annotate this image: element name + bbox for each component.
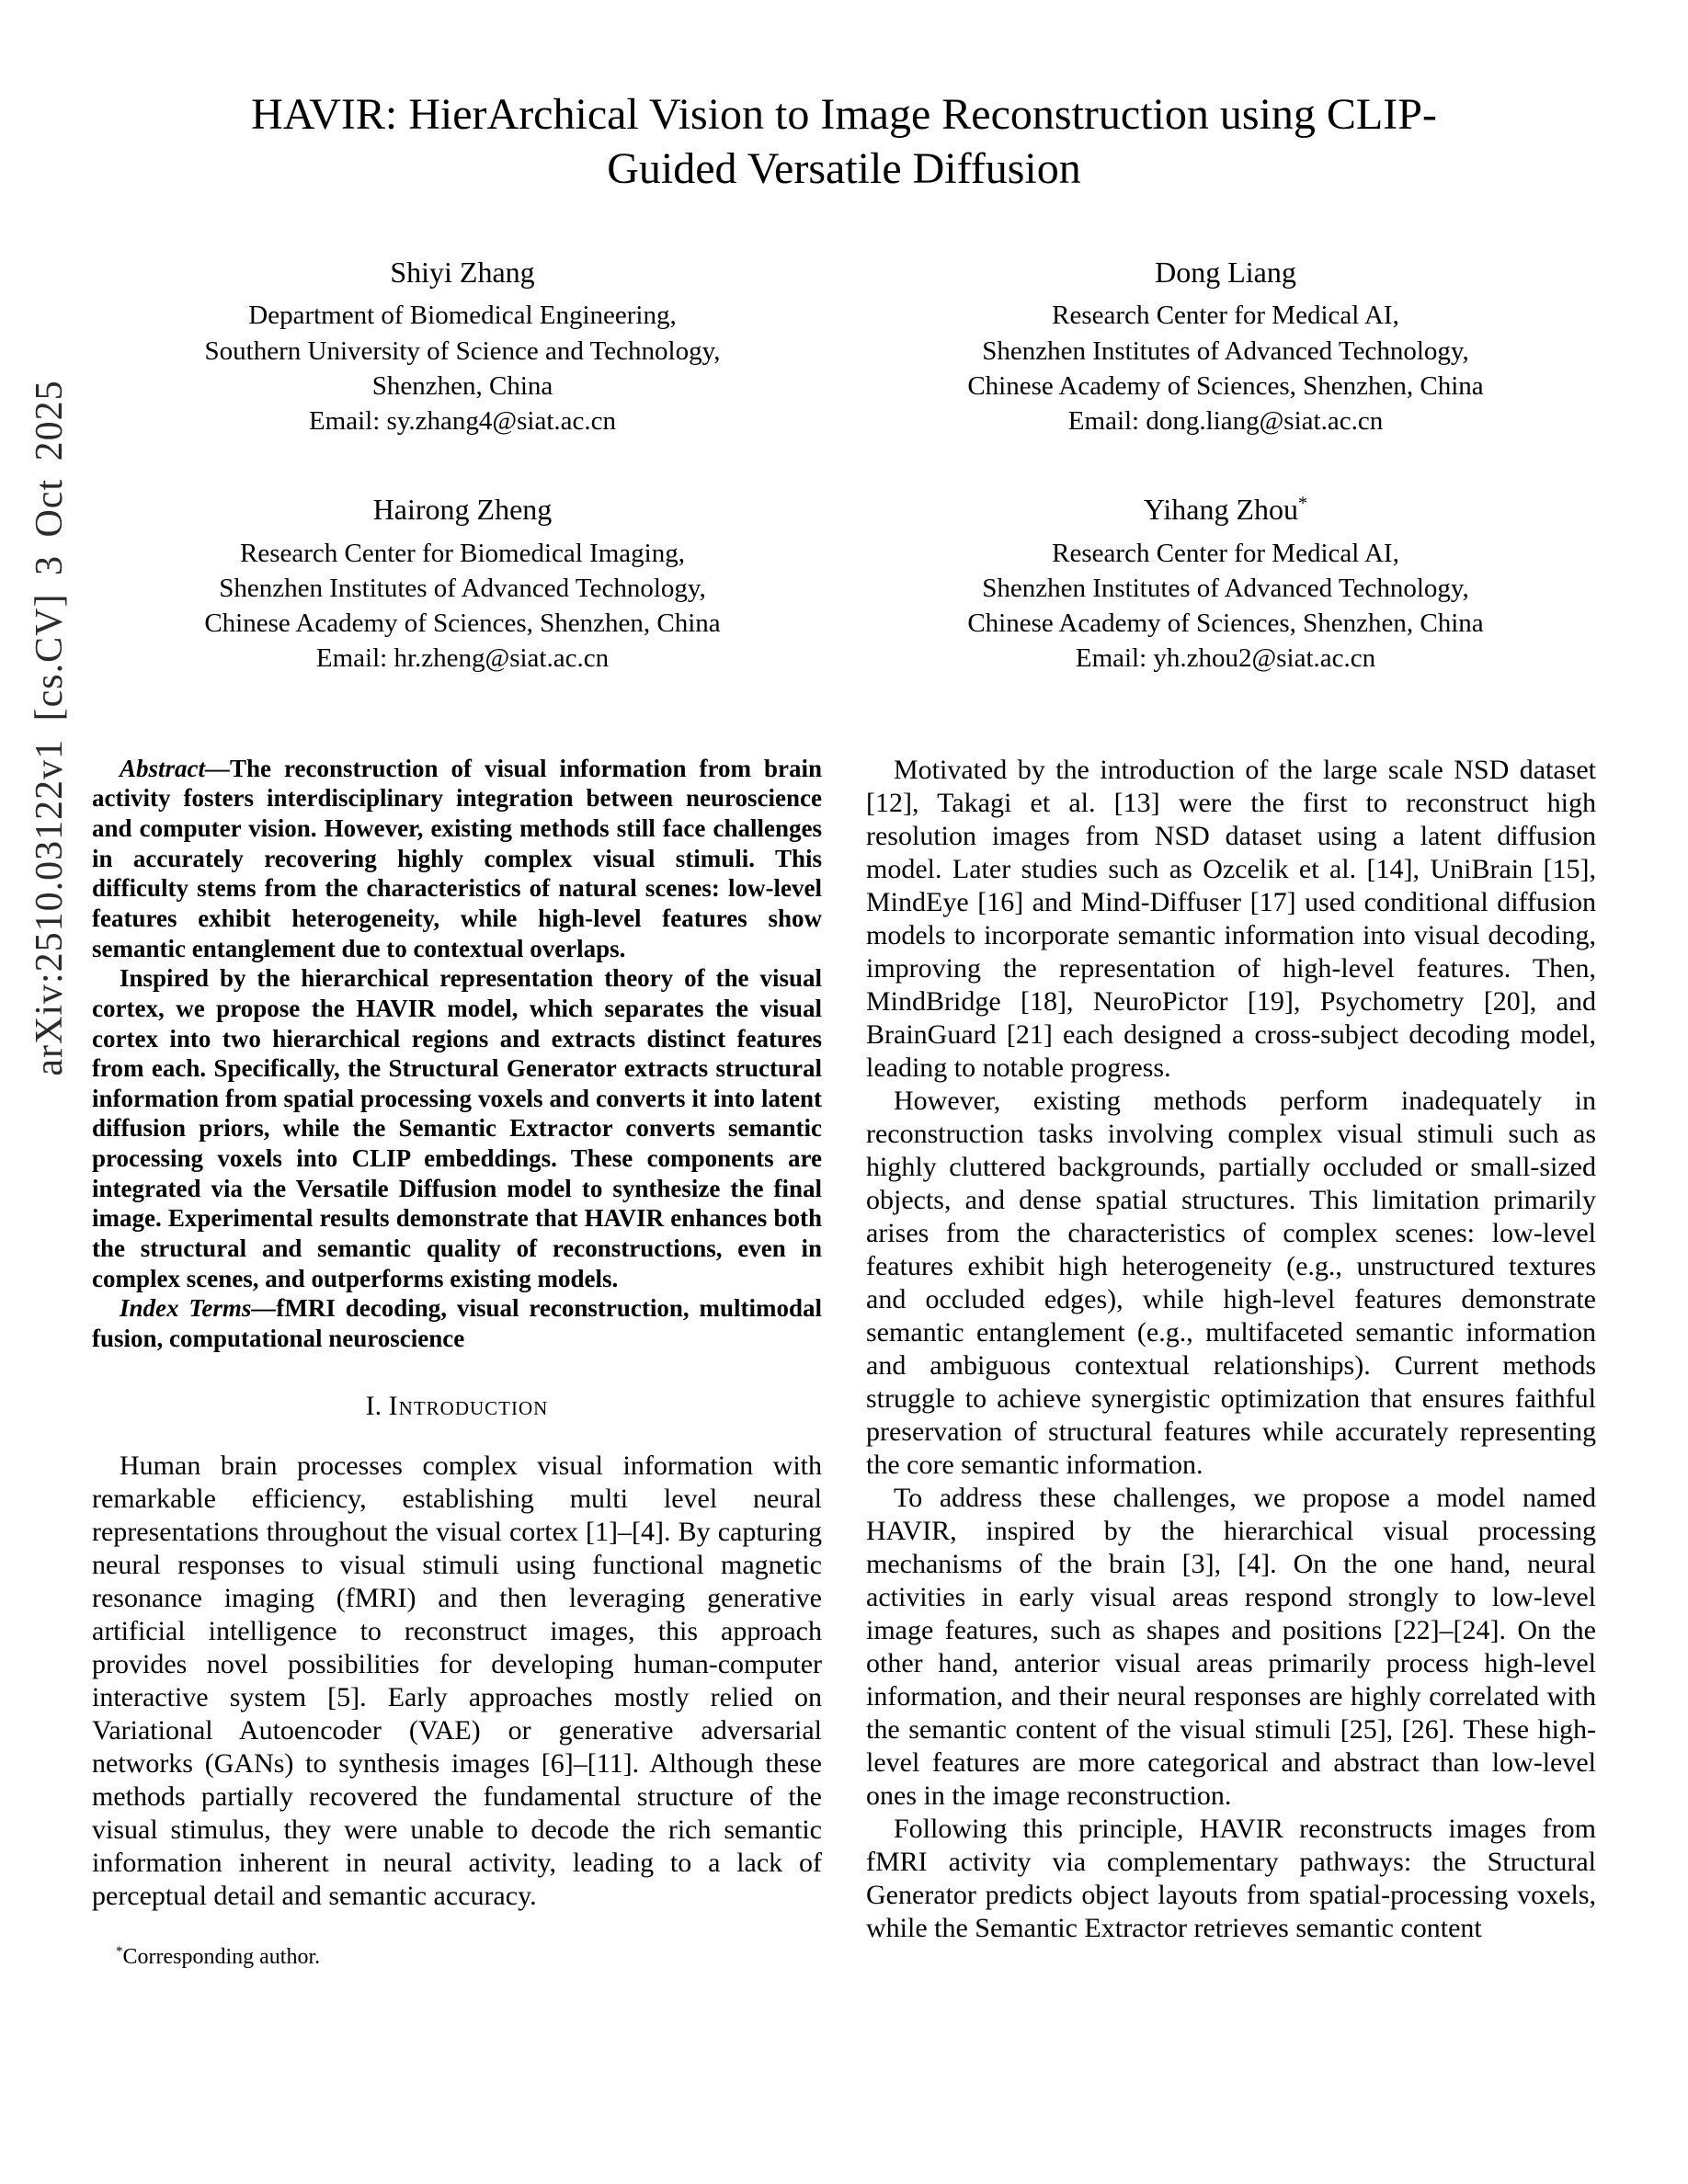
section-number: I. [365,1390,382,1421]
author-affiliation: Department of Biomedical Engineering, [248,301,677,331]
author-name [853,253,1598,292]
author-affiliation: Chinese Academy of Sciences, Shenzhen, China [967,370,1484,401]
author-email: Email: hr.zheng@siat.ac.cn [315,643,610,674]
abstract-paragraph: Inspired by the hierarchical representation theory of the visual cortex, we propose the HAVIR model, which separates the visual cortex into two hierarchical regions and extracts distinct features from each. Specifically, the Structural Generator extracts structural information from spatial processing voxels and converts it into latent diffusion priors, while the Semantic Extractor converts semantic processing voxels into CLIP embeddings. These components are integrated via the Versatile Diffusion model to synthesize the final image. Experimental results demonstrate that HAVIR enhances both the structural and semantic quality of reconstructions, even in complex scenes, and outperforms existing models. [92,964,822,1292]
body-paragraph: Following this principle, HAVIR reconstructs images from fMRI activity via complementary pathways: the Structural Generator predicts object layouts from spatial-processing voxels, while the Semantic Extractor retrieves semantic content [866,1813,1596,1943]
author-name [90,490,835,529]
left-column [92,754,822,1970]
author-name-text: Yihang Zhou [1144,493,1298,527]
abstract [92,754,822,1294]
author-email: Email: sy.zhang4@siat.ac.cn [308,406,617,437]
author-name [90,253,835,292]
abstract-paragraph [92,754,822,964]
body-paragraph: Motivated by the introduction of the large scale NSD dataset [12], Takagi et al. [13] were the first to reconstruct high resolution images from NSD dataset using a latent diffusion model. Later studies such as Ozcelik et al. [14], UniBrain [15], MindEye [16] and Mind-Diffuser [17] used conditional diffusion models to incorporate semantic information into visual decoding, improving the representation of high-level features. Then, MindBridge [18], NeuroPictor [19], Psychometry [20], and BrainGuard [21] each designed a cross-subject decoding model, leading to notable progress. [866,754,1596,1083]
author-name [853,490,1598,529]
author-name-text: Dong Liang [1155,256,1296,290]
author-affiliation: Research Center for Medical AI, [1052,301,1399,331]
section-title: Introduction [388,1390,549,1421]
author-affiliation: Chinese Academy of Sciences, Shenzhen, China [967,609,1484,639]
author-block [853,490,1598,676]
author-block [853,253,1598,438]
right-column [866,754,1596,1970]
section-heading-introduction [92,1391,822,1422]
abstract-label: Abstract— [120,754,231,782]
abstract-text: The reconstruction of visual information from brain activity fosters interdisciplinary integration between neuroscience and computer vision. However, existing methods still face challenges in accurately recovering highly complex visual stimuli. This difficulty stems from the characteristics of natural scenes: low-level features exhibit heterogeneity, while high-level features show semantic entanglement due to contextual overlaps. [92,754,822,962]
body-paragraph: To address these challenges, we propose a model named HAVIR, inspired by the hierarchical visual processing mechanisms of the brain [3], [4]. On the one hand, neural activities in early visual areas respond strongly to low-level image features, such as shapes and positions [22]–[24]. On the other hand, anterior visual areas primarily process high-level information, and their neural responses are highly correlated with the semantic content of the visual stimuli [25], [26]. These high-level features are more categorical and abstract than low-level ones in the image reconstruction. [866,1482,1596,1811]
author-block [90,490,835,676]
author-affiliation: Shenzhen, China [371,370,553,401]
index-terms [92,1293,822,1353]
body-paragraph: However, existing methods perform inadequately in reconstruction tasks involving complex visual stimuli such as highly cluttered backgrounds, partially occluded or small-sized objects, and dense spatial structures. This limitation primarily arises from the characteristics of complex scenes: low-level features exhibit high heterogeneity (e.g., unstructured textures and occluded edges), while high-level features demonstrate semantic entanglement (e.g., multifaceted semantic information and ambiguous contextual relationships). Current methods struggle to achieve synergistic optimization that ensures faithful preservation of structural features while accurately representing the core semantic information. [866,1085,1596,1480]
intro-paragraph: Human brain processes complex visual information with remarkable efficiency, establishing multi level neural representations throughout the visual cortex [1]–[4]. By capturing neural responses to visual stimuli using functional magnetic resonance imaging (fMRI) and then leveraging generative artificial intelligence to reconstruct images, this approach provides novel possibilities for developing human-computer interactive system [5]. Early approaches mostly relied on Variational Autoencoder (VAE) or generative adversarial networks (GANs) to synthesis images [6]–[11]. Although these methods partially recovered the fundamental structure of the visual stimulus, they were unable to decode the rich semantic information inherent in neural activity, leading to a lack of perceptual detail and semantic accuracy. [92,1450,822,1911]
arxiv-watermark: arXiv:2510.03122v1 [cs.CV] 3 Oct 2025 [29,380,71,1076]
author-affiliation: Research Center for Biomedical Imaging, [240,538,685,568]
two-column-body [0,754,1688,1970]
author-affiliation: Shenzhen Institutes of Advanced Technology, [982,573,1469,603]
author-mark: * [1297,493,1307,514]
author-email: Email: dong.liang@siat.ac.cn [1067,406,1384,437]
author-email: Email: yh.zhou2@siat.ac.cn [1075,643,1376,674]
author-name-text: Hairong Zheng [372,493,553,527]
index-terms-text: fMRI decoding, visual reconstruction, multimodal fusion, computational neuroscience [92,1294,822,1353]
footnote-text: Corresponding author. [122,1944,321,1969]
page-title: HAVIR: HierArchical Vision to Image Reconstruction using CLIP-Guided Versatile Diffusion [251,90,1437,193]
corresponding-author-footnote [92,1944,822,1970]
index-terms-label: Index Terms— [120,1294,277,1323]
author-affiliation: Research Center for Medical AI, [1052,538,1399,568]
author-affiliation: Shenzhen Institutes of Advanced Technology, [982,336,1469,366]
author-name-text: Shiyi Zhang [390,256,535,290]
author-block [90,253,835,438]
author-affiliation: Southern University of Science and Technology, [204,336,721,366]
author-affiliation: Shenzhen Institutes of Advanced Technology, [219,573,706,603]
author-affiliation: Chinese Academy of Sciences, Shenzhen, China [204,609,721,639]
footnote-mark: * [116,1943,123,1959]
author-grid [90,253,1598,677]
